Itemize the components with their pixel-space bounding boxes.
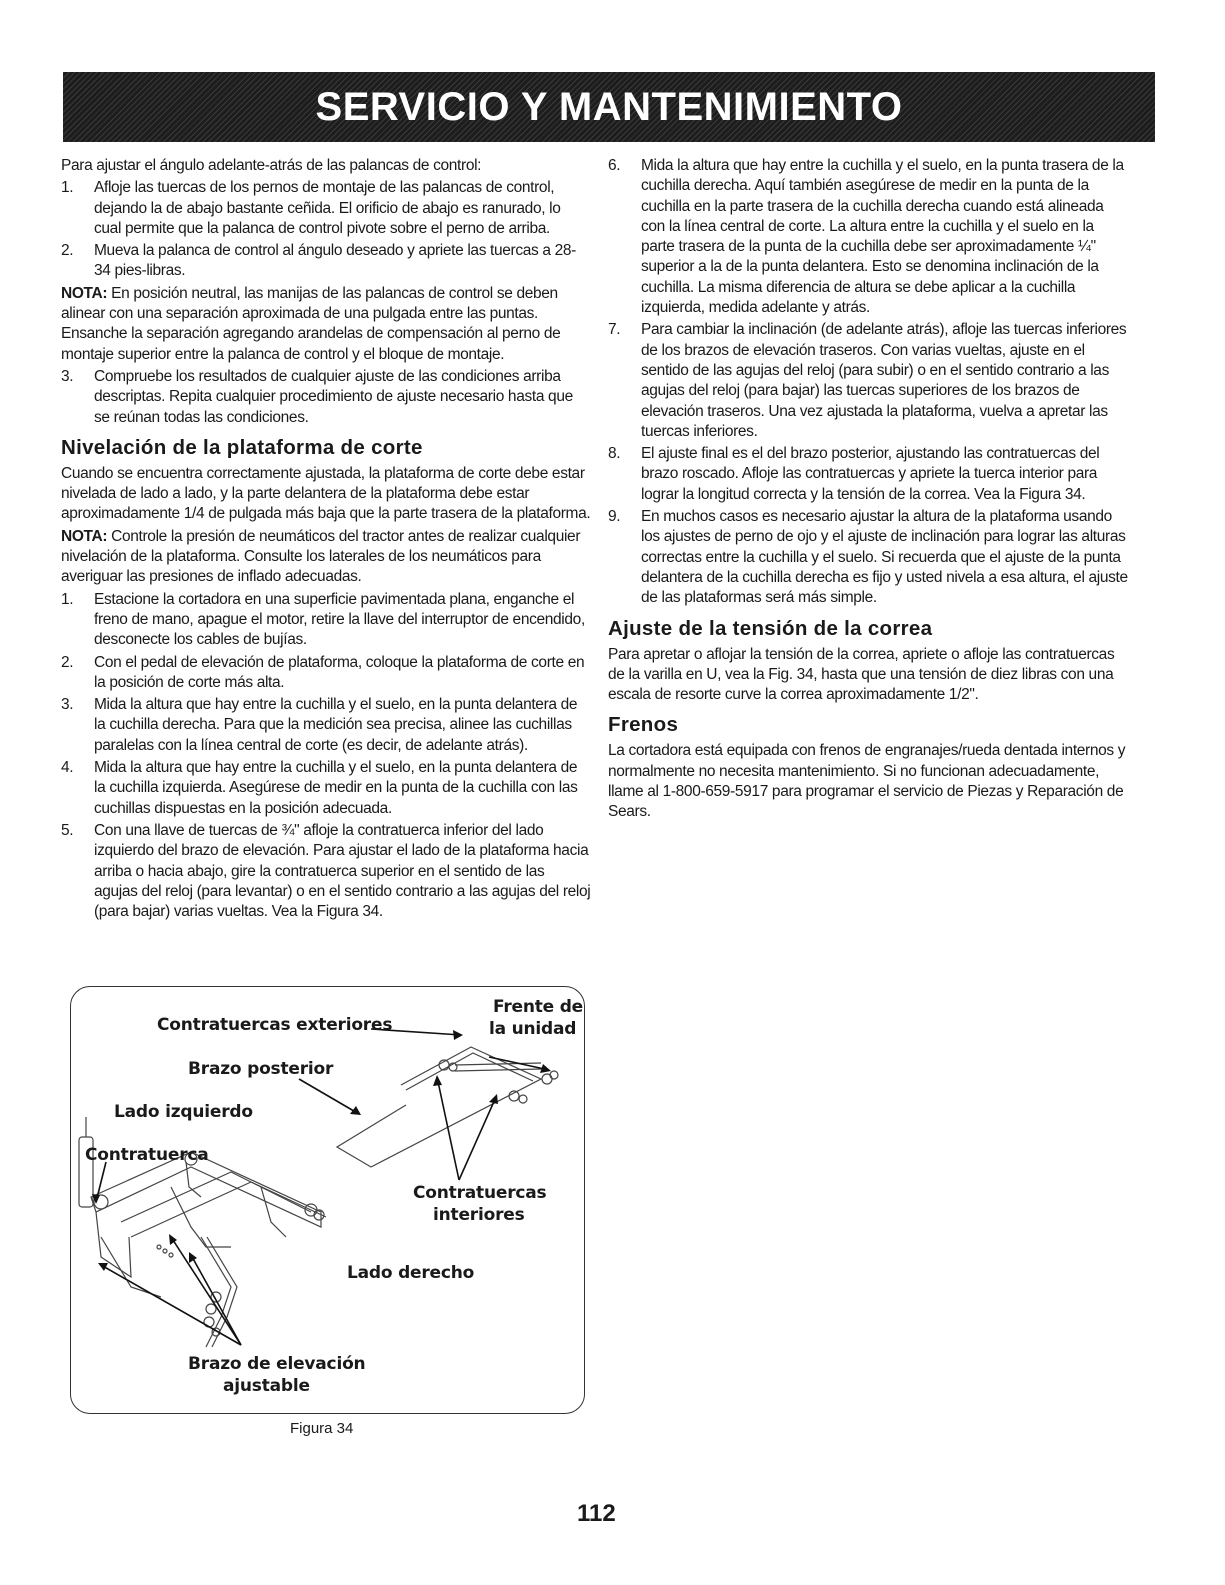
list-item — [61, 653, 591, 694]
section-heading-belt-tension: Ajuste de la tensión de la correa — [608, 616, 933, 640]
item-text: El ajuste final es el del brazo posterior, ajustando las contratuercas del brazo roscado. Afloje las contratuercas y apriete la tuerca interior para lograr la longitud correcta y la tensión de la correa. Vea la Figura 34. — [641, 445, 1100, 503]
right-column — [608, 156, 1128, 823]
note-paragraph — [61, 284, 591, 365]
label-locknut: Contratuerca — [85, 1145, 209, 1165]
list-item — [61, 367, 591, 428]
item-number: 2. — [61, 242, 74, 260]
item-text: Con el pedal de elevación de plataforma, coloque la plataforma de corte en la posición de corte más alta. — [94, 653, 585, 691]
label-lift-line1: Brazo de elevación — [188, 1354, 366, 1374]
list-item — [608, 156, 1128, 318]
list-item — [608, 320, 1128, 442]
item-text: Mueva la palanca de control al ángulo deseado y apriete las tuercas a 28-34 pies-libras. — [94, 242, 576, 280]
item-text: Con una llave de tuercas de ¾" afloje la contratuerca inferior del lado izquierdo del brazo de elevación. Para ajustar el lado de la plataforma hacia arriba o hacia abajo, gire la contratuerca superior en el sentido de las agujas del reloj (para levantar) o en el sentido contrario a las agujas del reloj (para bajar) varias vueltas. Vea la Figura 34. — [94, 821, 591, 921]
item-number: 3. — [61, 696, 74, 714]
note-label: NOTA: — [61, 527, 108, 545]
item-text: Mida la altura que hay entre la cuchilla y el suelo, en la punta delantera de la cuchilla derecha. Para que la medición sea precisa, alinee las cuchillas paralelas con la línea central de corte (es decir, de adelante atrás). — [94, 696, 578, 754]
list-item — [61, 590, 591, 651]
item-text: Mida la altura que hay entre la cuchilla y el suelo, en la punta trasera de la cuchilla derecha. Aquí también asegúrese de medir en la punta de la cuchilla en la parte trasera de la cuchilla derecha cuando está alineada con la línea central de corte. La altura entre la cuchilla y el suelo en la parte trasera de la punta de la cuchilla debe ser aproximadamente ¼" superior a la de la punta delantera. Esto se denomina inclinación de la cuchilla. La misma diferencia de altura se debe aplicar a la cuchilla izquierda, medida adelante y atrás. — [641, 157, 1124, 317]
page-number: 112 — [577, 1500, 616, 1527]
list-item — [61, 241, 591, 282]
section-heading-leveling: Nivelación de la plataforma de corte — [61, 435, 423, 459]
note-text: Controle la presión de neumáticos del tractor antes de realizar cualquier nivelación de la plataforma. Consulte los laterales de los neumáticos para averiguar las presiones de inflado adecuadas. — [61, 527, 581, 586]
label-left-side: Lado izquierdo — [114, 1102, 253, 1122]
label-right-side: Lado derecho — [347, 1263, 475, 1283]
figure-caption: Figura 34 — [290, 1420, 354, 1437]
list-item — [608, 507, 1128, 608]
note-text: En posición neutral, las manijas de las palancas de control se deben alinear con una separación aproximada de una pulgada entre las puntas. Ensanche la separación agregando arandelas de compensación al perno de montaje superior entre la palanca de control y el bloque de montaje. — [61, 284, 561, 363]
item-text: Compruebe los resultados de cualquier ajuste de las condiciones arriba descriptas. Repita cualquier procedimiento de ajuste necesario hasta que se reúnan todas las condiciones. — [94, 367, 573, 426]
label-outer-nuts: Contratuercas exteriores — [157, 1015, 393, 1035]
label-front-line1: Frente de — [493, 997, 584, 1017]
section-banner — [63, 72, 1155, 142]
list-item — [608, 444, 1128, 505]
note-label: NOTA: — [61, 284, 108, 302]
item-number: 7. — [608, 321, 621, 339]
leveling-intro: Cuando se encuentra correctamente ajustada, la plataforma de corte debe estar nivelada de lado a lado, y la parte delantera de la plataforma debe estar aproximadamente 1/4 de pulgada más baja que la parte trasera de la plataforma. — [61, 464, 591, 523]
item-text: Estacione la cortadora en una superficie pavimentada plana, enganche el freno de mano, apague el motor, retire la llave del interruptor de encendido, desconecte los cables de bujías. — [94, 590, 585, 649]
label-inner-line1: Contratuercas — [413, 1183, 547, 1203]
item-number: 2. — [61, 653, 74, 671]
item-number: 9. — [608, 508, 621, 526]
section-heading-brakes: Frenos — [608, 713, 679, 737]
intro-paragraph: Para ajustar el ángulo adelante-atrás de las palancas de control: — [61, 157, 482, 174]
left-column — [61, 156, 591, 922]
label-lift-line2: ajustable — [223, 1376, 310, 1396]
item-number: 1. — [61, 590, 74, 608]
belt-paragraph: Para apretar o aflojar la tensión de la correa, apriete o afloje las contratuercas de la varilla en U, vea la Fig. 34, hasta que una tensión de diez libras con una escala de resorte curve la correa aproximadamente 1/2". — [608, 645, 1115, 704]
page-title: SERVICIO Y MANTENIMIENTO — [315, 84, 903, 129]
label-front-line2: la unidad — [489, 1019, 577, 1039]
item-number: 6. — [608, 157, 621, 174]
label-inner-line2: interiores — [433, 1205, 525, 1225]
item-text: Para cambiar la inclinación (de adelante atrás), afloje las tuercas inferiores de los brazos de elevación traseros. Con varias vueltas, ajuste en el sentido de las agujas del reloj (para subir) o en el sentido contrario a las agujas del reloj (para bajar) las tuercas superiores de los brazos de elevación traseros. Una vez ajustada la plataforma, vuelva a apretar las tuercas inferiores. — [641, 321, 1127, 440]
item-number: 1. — [61, 179, 74, 197]
item-number: 5. — [61, 821, 74, 839]
item-text: En muchos casos es necesario ajustar la altura de la plataforma usando los ajustes de perno de ojo y el ajuste de inclinación para lograr las alturas correctas entre la cuchilla y el suelo. Si recuerda que el ajuste de la punta delantera de la cuchilla derecha es fijo y usted nivela a esa altura, el ajuste de las plataformas será más simple. — [641, 508, 1128, 607]
item-text: Mida la altura que hay entre la cuchilla y el suelo, en la punta delantera de la cuchilla izquierda. Asegúrese de medir en la punta de la cuchilla con las cuchillas dispuestas en la posición adecuada. — [94, 759, 578, 817]
item-number: 4. — [61, 759, 74, 777]
list-item — [61, 695, 591, 756]
brakes-paragraph: La cortadora está equipada con frenos de engranajes/rueda dentada internos y normalmente no necesita mantenimiento. Si no funcionan adecuadamente, llame al 1-800-659-5917 para programar el servicio de Piezas y Reparación de Sears. — [608, 742, 1126, 821]
list-item — [61, 758, 591, 819]
label-rear-arm: Brazo posterior — [188, 1059, 334, 1079]
list-item — [61, 821, 591, 922]
list-item — [61, 178, 591, 239]
note-paragraph — [61, 527, 591, 588]
item-number: 8. — [608, 445, 621, 463]
item-text: Afloje las tuercas de los pernos de montaje de las palancas de control, dejando la de abajo bastante ceñida. El orificio de abajo es ranurado, lo cual permite que la palanca de control pivote sobre el perno de arriba. — [94, 179, 561, 237]
figure-34-box — [70, 986, 585, 1414]
item-number: 3. — [61, 367, 74, 385]
